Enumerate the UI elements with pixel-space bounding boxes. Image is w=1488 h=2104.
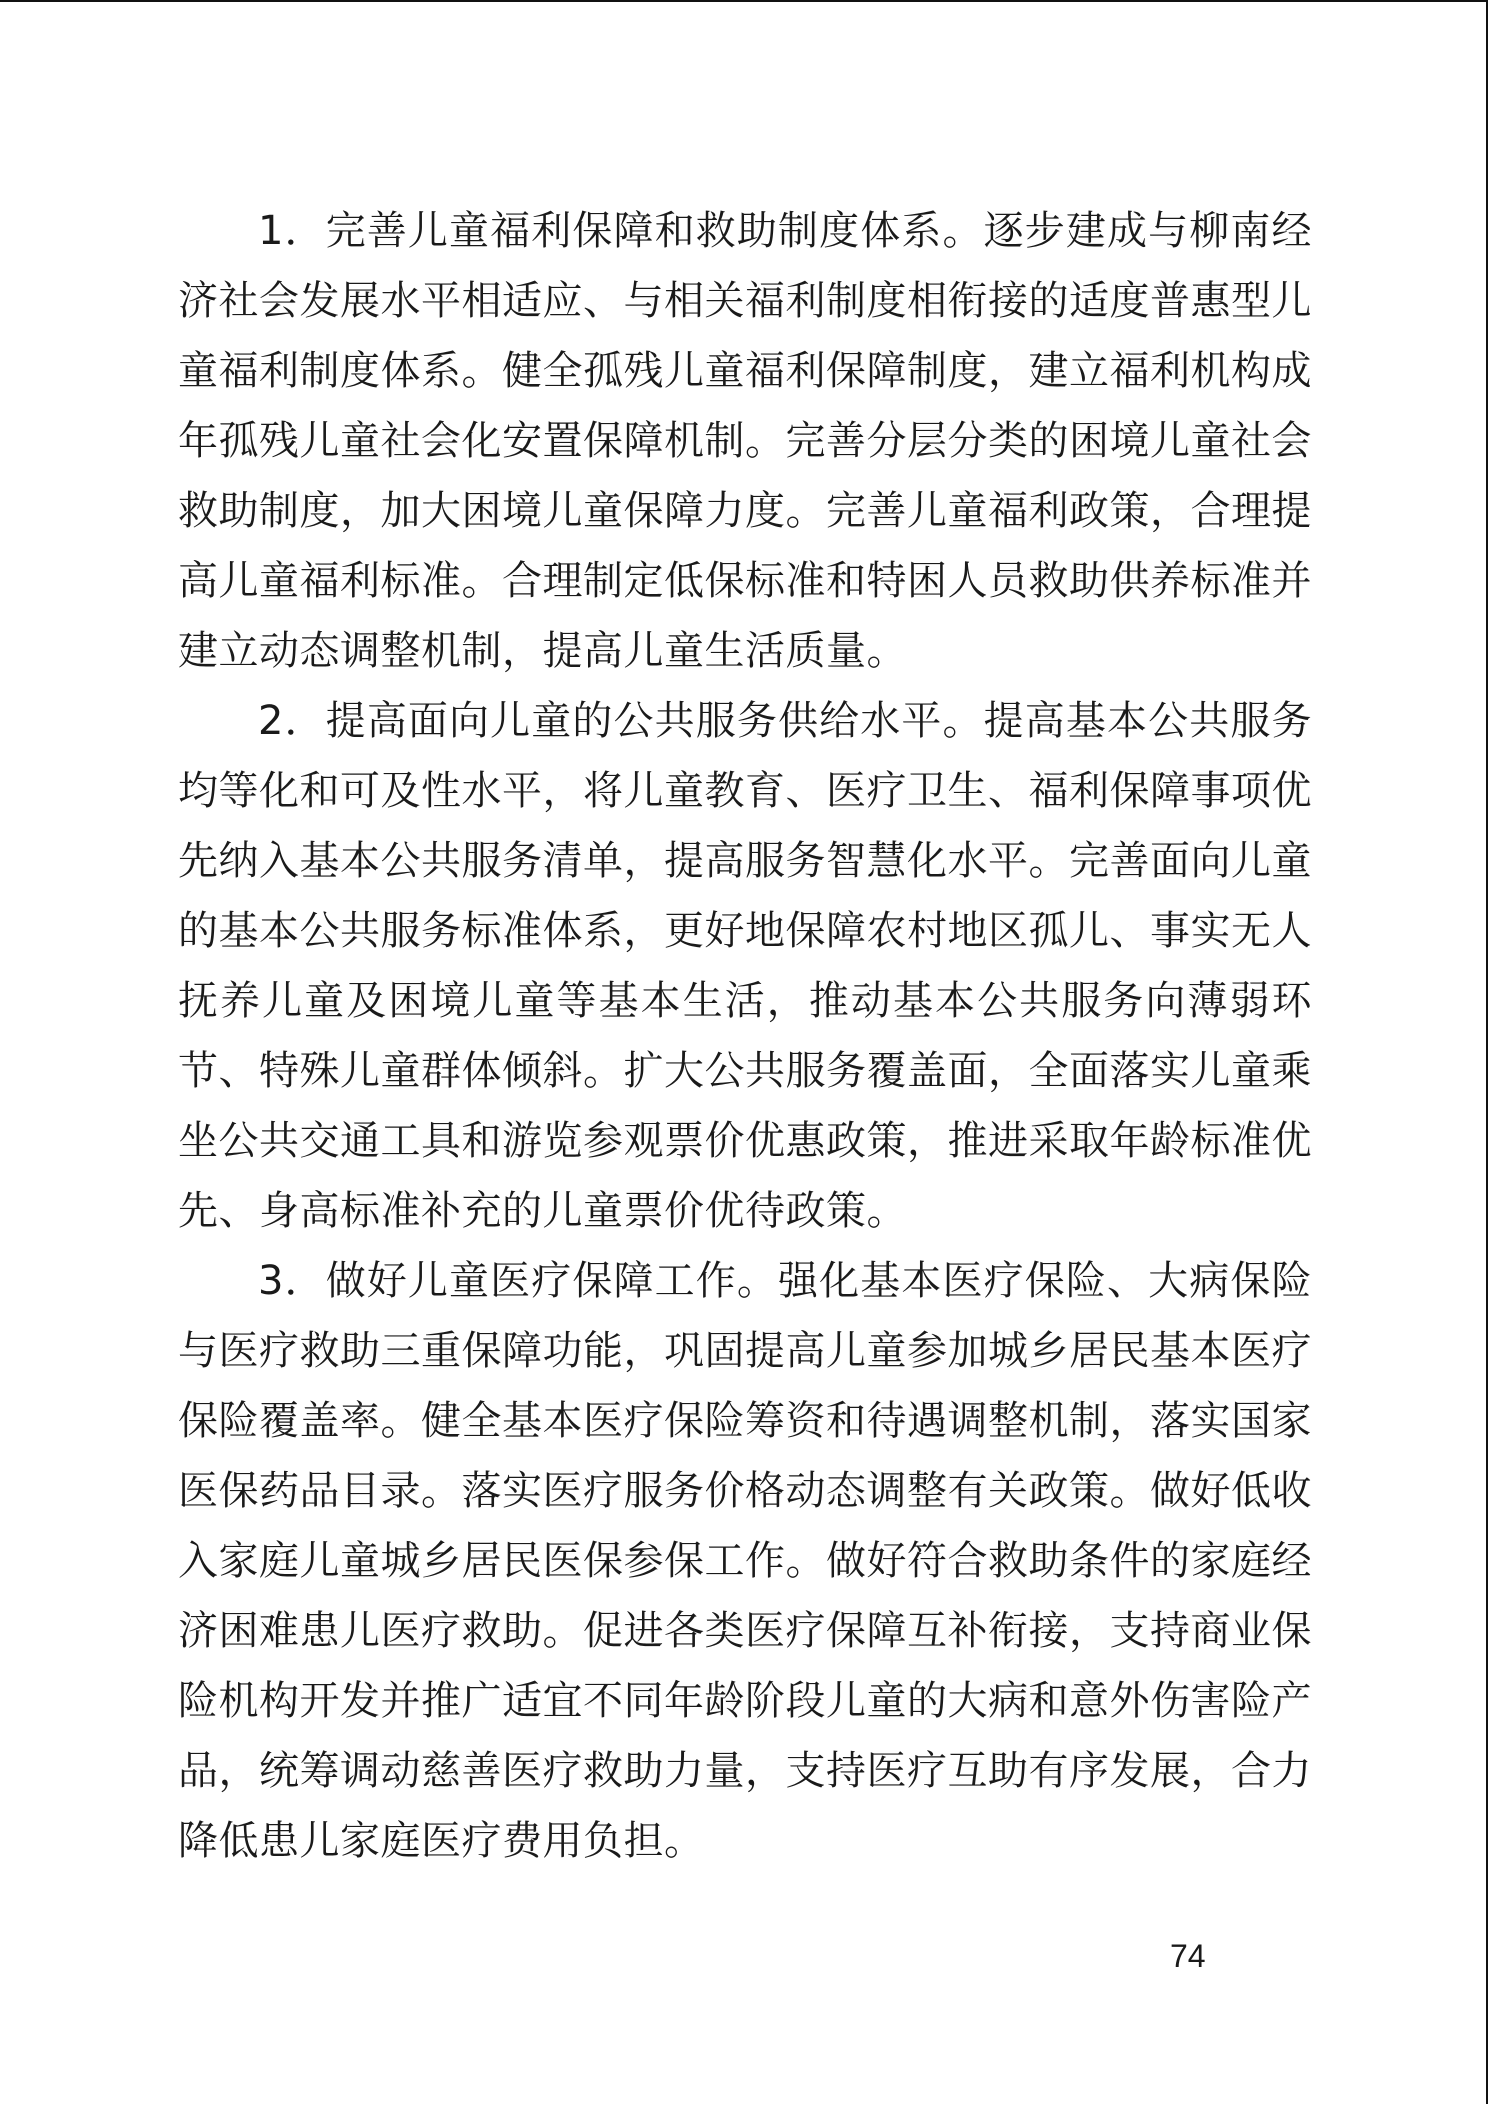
paragraph-3-medical-security: 3．做好儿童医疗保障工作。强化基本医疗保险、大病保险与医疗救助三重保障功能，巩固提高儿童参加城乡居民基本医疗保险覆盖率。健全基本医疗保险筹资和待遇调整机制，落实国家医保药品目录。落实医疗服务价格动态调整有关政策。做好低收入家庭儿童城乡居民医保参保工作。做好符合救助条件的家庭经济困难患儿医疗救助。促进各类医疗保障互补衔接，支持商业保险机构开发并推广适宜不同年龄阶段儿童的大病和意外伤害险产品，统筹调动慈善医疗救助力量，支持医疗互助有序发展，合力降低患儿家庭医疗费用负担。	[178, 1258, 1312, 1864]
paragraph-1-child-welfare: 1．完善儿童福利保障和救助制度体系。逐步建成与柳南经济社会发展水平相适应、与相关福利制度相衔接的适度普惠型儿童福利制度体系。健全孤残儿童福利保障制度，建立福利机构成年孤残儿童社会化安置保障机制。完善分层分类的困境儿童社会救助制度，加大困境儿童保障力度。完善儿童福利政策，合理提高儿童福利标准。合理制定低保标准和特困人员救助供养标准并建立动态调整机制，提高儿童生活质量。	[178, 208, 1312, 674]
page-body	[178, 196, 1312, 1876]
page-number: 74	[1170, 1938, 1206, 1974]
paragraph-2-public-services: 2．提高面向儿童的公共服务供给水平。提高基本公共服务均等化和可及性水平，将儿童教育、医疗卫生、福利保障事项优先纳入基本公共服务清单，提高服务智慧化水平。完善面向儿童的基本公共服务标准体系，更好地保障农村地区孤儿、事实无人抚养儿童及困境儿童等基本生活，推动基本公共服务向薄弱环节、特殊儿童群体倾斜。扩大公共服务覆盖面，全面落实儿童乘坐公共交通工具和游览参观票价优惠政策，推进采取年龄标准优先、身高标准补充的儿童票价优待政策。	[178, 698, 1312, 1234]
